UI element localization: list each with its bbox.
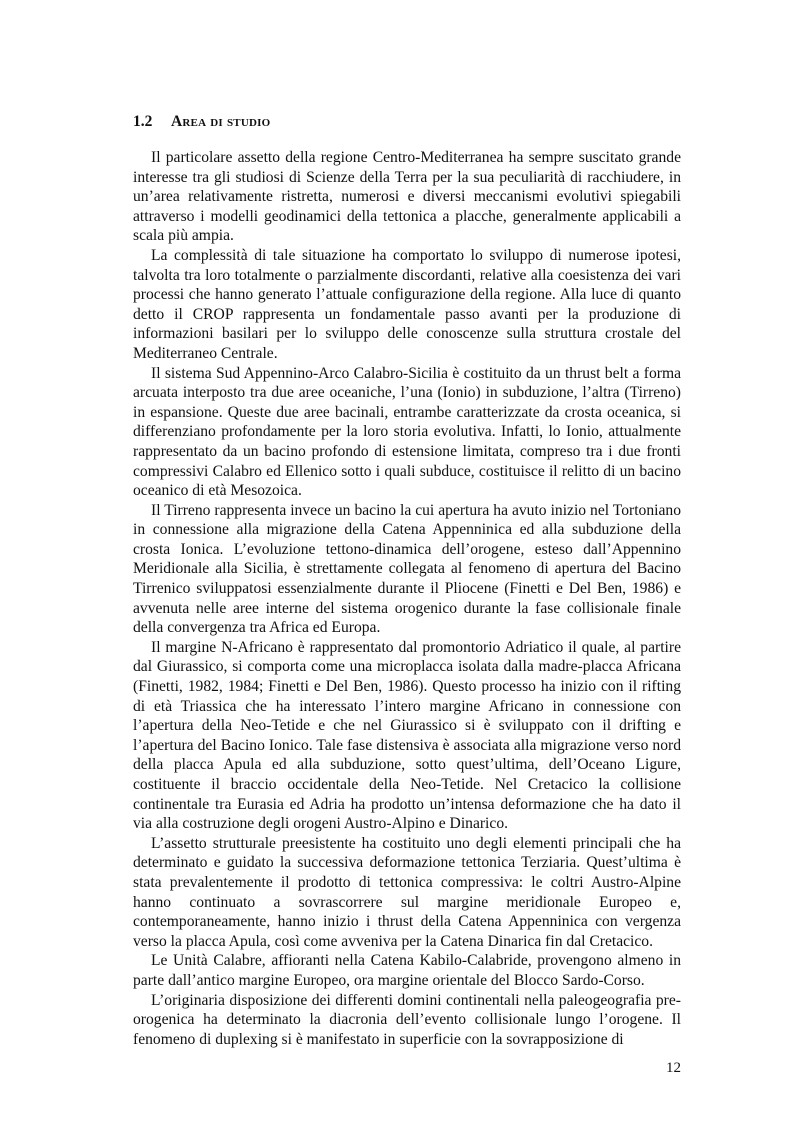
paragraph: La complessità di tale situazione ha comportato lo sviluppo di numerose ipotesi, talvolta tra loro totalmente o parzialmente discordanti, relative alla coesistenza dei vari processi che hanno generato l’attuale configurazione della regione. Alla luce di quanto detto il CROP rappresenta un fondamentale passo avanti per la produzione di informazioni basilari per lo sviluppo delle conoscenze sulla struttura crostale del Mediterraneo Centrale. xyxy=(133,246,681,362)
body-text xyxy=(133,148,681,1049)
paragraph: Il particolare assetto della regione Centro-Mediterranea ha sempre suscitato grande interesse tra gli studiosi di Scienze della Terra per la sua peculiarità di racchiudere, in un’area relativamente ristretta, numerosi e diversi meccanismi evolutivi spiegabili attraverso i modelli geodinamici della tettonica a placche, generalmente applicabili a scala più ampia. xyxy=(133,149,681,245)
section-number: 1.2 xyxy=(133,113,153,130)
page-number: 12 xyxy=(666,1060,681,1076)
section-title: Area di studio xyxy=(171,113,271,130)
paragraph: Il Tirreno rappresenta invece un bacino la cui apertura ha avuto inizio nel Tortoniano in connessione alla migrazione della Catena Appenninica ed alla subduzione della crosta Ionica. L’evoluzione tettono-dinamica dell’orogene, esteso dall’Appennino Meridionale alla Sicilia, è strettamente collegata al fenomeno di apertura del Bacino Tirrenico sviluppatosi essenzialmente durante il Pliocene (Finetti e Del Ben, 1986) e avvenuta nelle aree interne del sistema orogenico durante la fase collisionale finale della convergenza tra Africa ed Europa. xyxy=(133,501,681,637)
paragraph: Il sistema Sud Appennino-Arco Calabro-Sicilia è costituito da un thrust belt a forma arcuata interposto tra due aree oceaniche, l’una (Ionio) in subduzione, l’altra (Tirreno) in espansione. Queste due aree bacinali, entrambe caratterizzate da crosta oceanica, si differenziano profondamente per la loro storia evolutiva. Infatti, lo Ionio, attualmente rappresentato da un bacino profondo di estensione limitata, compreso tra i due fronti compressivi Calabro ed Ellenico sotto i quali subduce, costituisce il relitto di un bacino oceanico di età Mesozoica. xyxy=(133,364,681,500)
paragraph: L’originaria disposizione dei differenti domini continentali nella paleogeografia pre-orogenica ha determinato la diacronia dell’evento collisionale lungo l’orogene. Il fenomeno di duplexing si è manifestato in superficie con la sovrapposizione di xyxy=(133,991,681,1048)
paragraph: Le Unità Calabre, affioranti nella Catena Kabilo-Calabride, provengono almeno in parte dall’antico margine Europeo, ora margine orientale del Blocco Sardo-Corso. xyxy=(133,952,681,989)
paragraph: L’assetto strutturale preesistente ha costituito uno degli elementi principali che ha determinato e guidato la successiva deformazione tettonica Terziaria. Quest’ultima è stata prevalentemente il prodotto di tettonica compressiva: le coltri Austro-Alpine hanno continuato a sovrascorrere sul margine meridionale Europeo e, contemporaneamente, hanno inizio i thrust della Catena Appenninica con vergenza verso la placca Apula, così come avveniva per la Catena Dinarica fin dal Cretacico. xyxy=(133,834,681,950)
section-heading xyxy=(133,112,270,132)
paragraph: Il margine N-Africano è rappresentato dal promontorio Adriatico il quale, al partire dal Giurassico, si comporta come una microplacca isolata dalla madre-placca Africana (Finetti, 1982, 1984; Finetti e Del Ben, 1986). Questo processo ha inizio con il rifting di età Triassica che ha interessato l’intero margine Africano in connessione con l’apertura della Neo-Tetide e che nel Giurassico si è sviluppato con il drifting e l’apertura del Bacino Ionico. Tale fase distensiva è associata alla migrazione verso nord della placca Apula ed alla subduzione, sotto quest’ultima, dell’Oceano Ligure, costituente il braccio occidentale della Neo-Tetide. Nel Cretacico la collisione continentale tra Eurasia ed Adria ha prodotto un’intensa deformazione che ha dato il via alla costruzione degli orogeni Austro-Alpino e Dinarico. xyxy=(133,638,681,833)
